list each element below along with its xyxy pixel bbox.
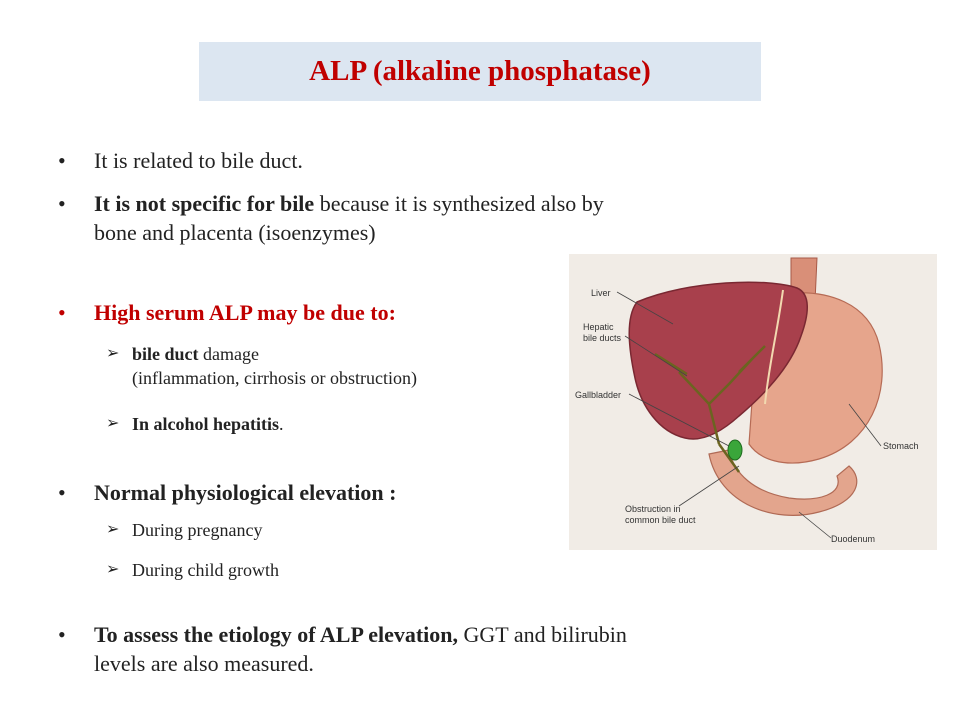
bullet-text-line2: bone and placenta (isoenzymes): [94, 220, 376, 245]
bullet-dot: •: [58, 480, 66, 505]
bullet-dot: •: [58, 300, 66, 325]
bullet-bold-text: It is not specific for bile: [94, 191, 315, 216]
sub-item-bile-duct: [106, 342, 417, 390]
bullet-item-1: [58, 146, 303, 175]
bullet-text: GGT and bilirubin: [458, 622, 627, 647]
sub-bold-text: In alcohol hepatitis: [132, 414, 280, 434]
liver-anatomy-figure: [569, 254, 937, 550]
bullet-item-4: [58, 478, 396, 507]
bullet-item-5: [58, 620, 627, 678]
bullet-text: because it is synthesized also by: [314, 191, 604, 216]
label-gallbladder: Gallbladder: [575, 390, 622, 400]
arrow-bullet-icon: ➢: [106, 521, 120, 538]
sub-bold-text: bile duct: [132, 344, 199, 364]
sub-text: During child growth: [132, 560, 279, 580]
bullet-heading: High serum ALP may be due to:: [94, 300, 396, 325]
label-obstruction-2: common bile duct: [625, 515, 696, 525]
sub-text: .: [279, 414, 284, 434]
sub-text-line2: (inflammation, cirrhosis or obstruction): [132, 368, 417, 388]
bullet-item-2: [58, 189, 604, 247]
bullet-item-3: [58, 298, 396, 327]
gallbladder-shape: [728, 440, 742, 460]
label-hepatic-1: Hepatic: [583, 322, 614, 332]
bullet-dot: •: [58, 622, 66, 647]
label-liver: Liver: [591, 288, 611, 298]
bullet-heading: Normal physiological elevation :: [94, 480, 397, 505]
label-obstruction-1: Obstruction in: [625, 504, 681, 514]
sub-item-alcohol: [106, 412, 284, 436]
slide-title: ALP (alkaline phosphatase): [309, 55, 651, 87]
label-hepatic-2: bile ducts: [583, 333, 622, 343]
sub-item-child-growth: [106, 558, 279, 582]
label-stomach: Stomach: [883, 441, 919, 451]
title-banner: [199, 42, 761, 101]
arrow-bullet-icon: ➢: [106, 415, 120, 432]
bullet-bold-text: To assess the etiology of ALP elevation,: [94, 622, 459, 647]
sub-text: damage: [198, 344, 259, 364]
arrow-bullet-icon: ➢: [106, 561, 120, 578]
bullet-dot: •: [58, 148, 66, 173]
sub-item-pregnancy: [106, 518, 262, 542]
arrow-bullet-icon: ➢: [106, 345, 120, 362]
label-duodenum: Duodenum: [831, 534, 876, 544]
bullet-text: It is related to bile duct.: [94, 148, 303, 173]
bullet-dot: •: [58, 191, 66, 216]
liver-illustration: [569, 254, 937, 550]
bullet-text-line2: levels are also measured.: [94, 651, 314, 676]
sub-text: During pregnancy: [132, 520, 263, 540]
